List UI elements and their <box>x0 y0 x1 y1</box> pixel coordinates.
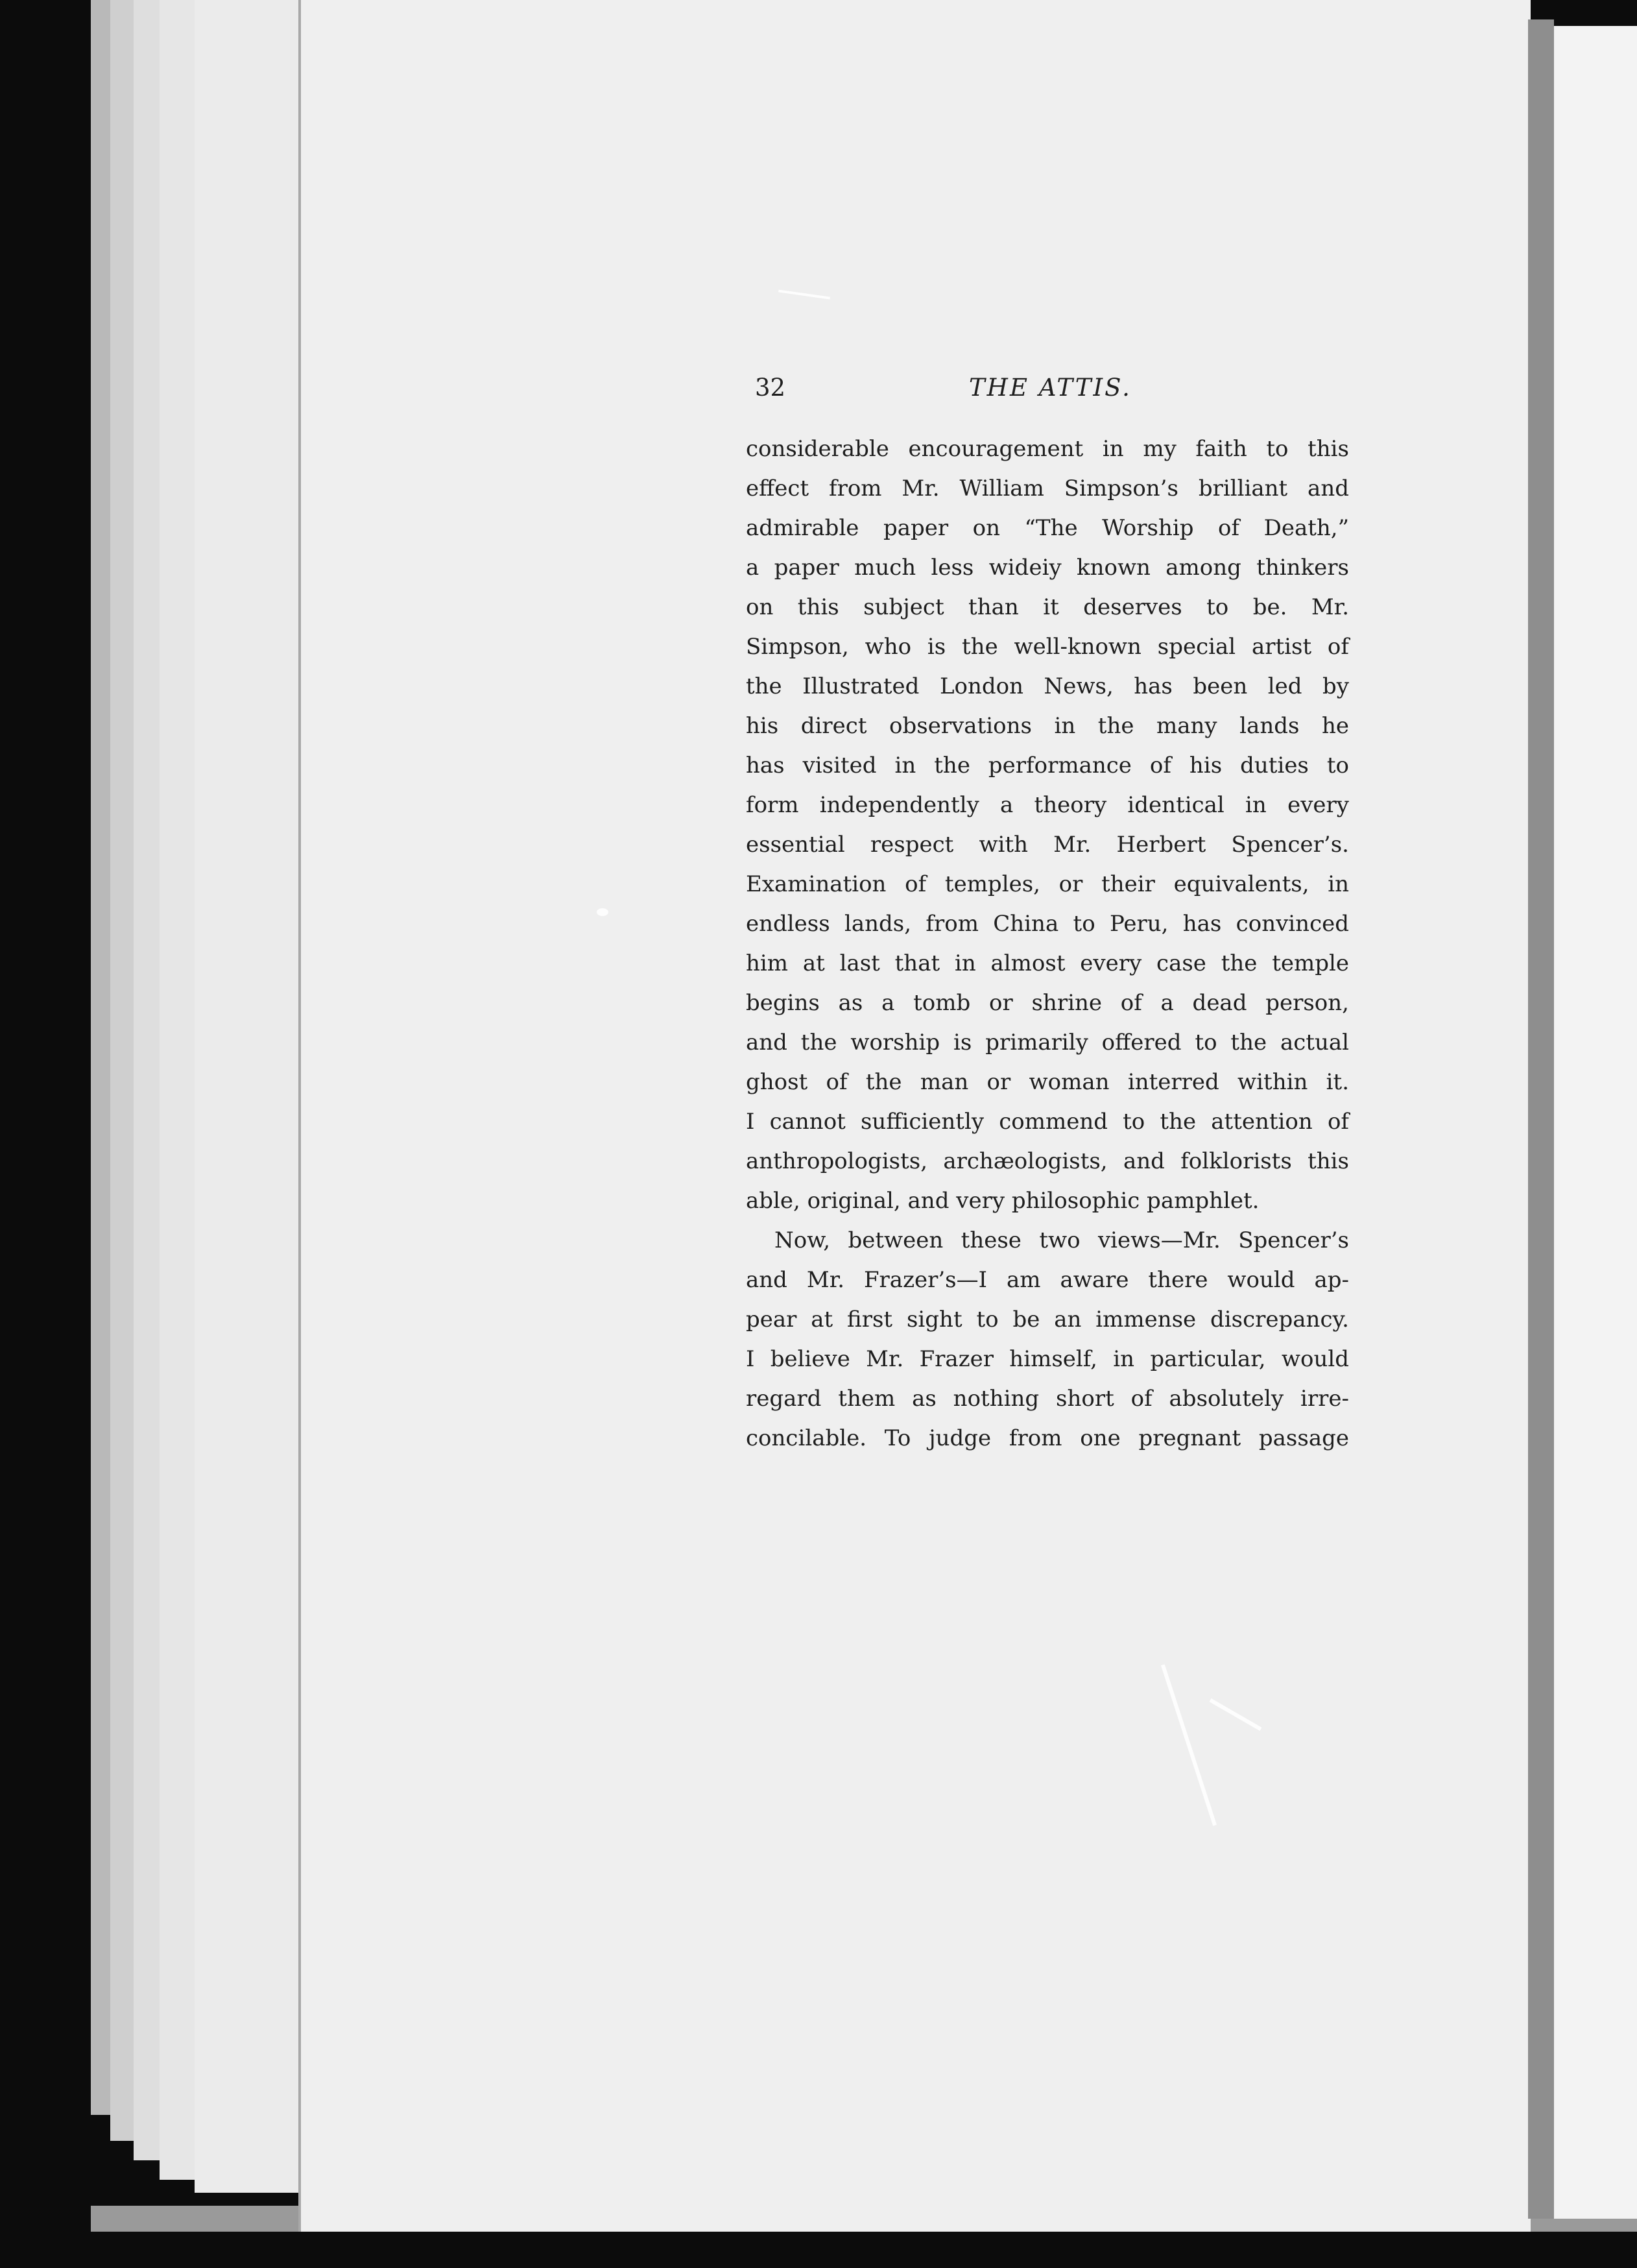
text-line: form independently a theory identical in every <box>746 792 1349 818</box>
page-header <box>755 367 1352 409</box>
text-line: admirable paper on “The Worship of Death,” <box>746 515 1349 541</box>
text-line: ghost of the man or woman interred within it. <box>746 1069 1349 1095</box>
text-line: I cannot sufficiently commend to the attention of <box>746 1109 1349 1135</box>
text-line: I believe Mr. Frazer himself, in particular, would <box>746 1346 1349 1372</box>
text-line: on this subject than it deserves to be. Mr. <box>746 594 1349 620</box>
page-number: 32 <box>755 374 786 402</box>
page-edge <box>110 0 136 2141</box>
text-line: begins as a tomb or shrine of a dead person, <box>746 990 1349 1016</box>
text-line: regard them as nothing short of absolutely irre- <box>746 1386 1349 1412</box>
page-edge <box>91 0 113 2115</box>
text-line: Examination of temples, or their equivalents, in <box>746 871 1349 897</box>
text-line: his direct observations in the many lands he <box>746 713 1349 739</box>
page-edge <box>134 0 162 2160</box>
text-line: effect from Mr. William Simpson’s brilliant and <box>746 476 1349 501</box>
text-line: anthropologists, archæologists, and folklorists this <box>746 1148 1349 1174</box>
page-edge <box>195 0 301 2193</box>
text-line: Simpson, who is the well-known special artist of <box>746 634 1349 660</box>
text-line: pear at first sight to be an immense discrepancy. <box>746 1307 1349 1333</box>
text-line: endless lands, from China to Peru, has convinced <box>746 911 1349 937</box>
running-title: THE ATTIS. <box>969 374 1132 402</box>
text-line: and the worship is primarily offered to the actual <box>746 1030 1349 1056</box>
facing-page <box>1554 26 1637 2219</box>
text-line: him at last that in almost every case the temple <box>746 950 1349 976</box>
page-edge <box>160 0 197 2180</box>
text-line: a paper much less wideiy known among thinkers <box>746 555 1349 581</box>
text-line: has visited in the performance of his duties to <box>746 753 1349 778</box>
text-line: essential respect with Mr. Herbert Spencer’s. <box>746 832 1349 858</box>
text-line: concilable. To judge from one pregnant passage <box>746 1425 1349 1451</box>
page-body <box>746 429 1349 1458</box>
text-line: considerable encouragement in my faith to this <box>746 436 1349 462</box>
book-board <box>1528 19 1554 2219</box>
paragraph-end-line: able, original, and very philosophic pamphlet. <box>746 1188 1260 1214</box>
text-line: the Illustrated London News, has been led by <box>746 673 1349 699</box>
scan-scratch <box>597 908 608 916</box>
paragraph-start-line: Now, between these two views—Mr. Spencer’s <box>774 1227 1349 1253</box>
text-line: and Mr. Frazer’s—I am aware there would ap- <box>746 1267 1349 1293</box>
